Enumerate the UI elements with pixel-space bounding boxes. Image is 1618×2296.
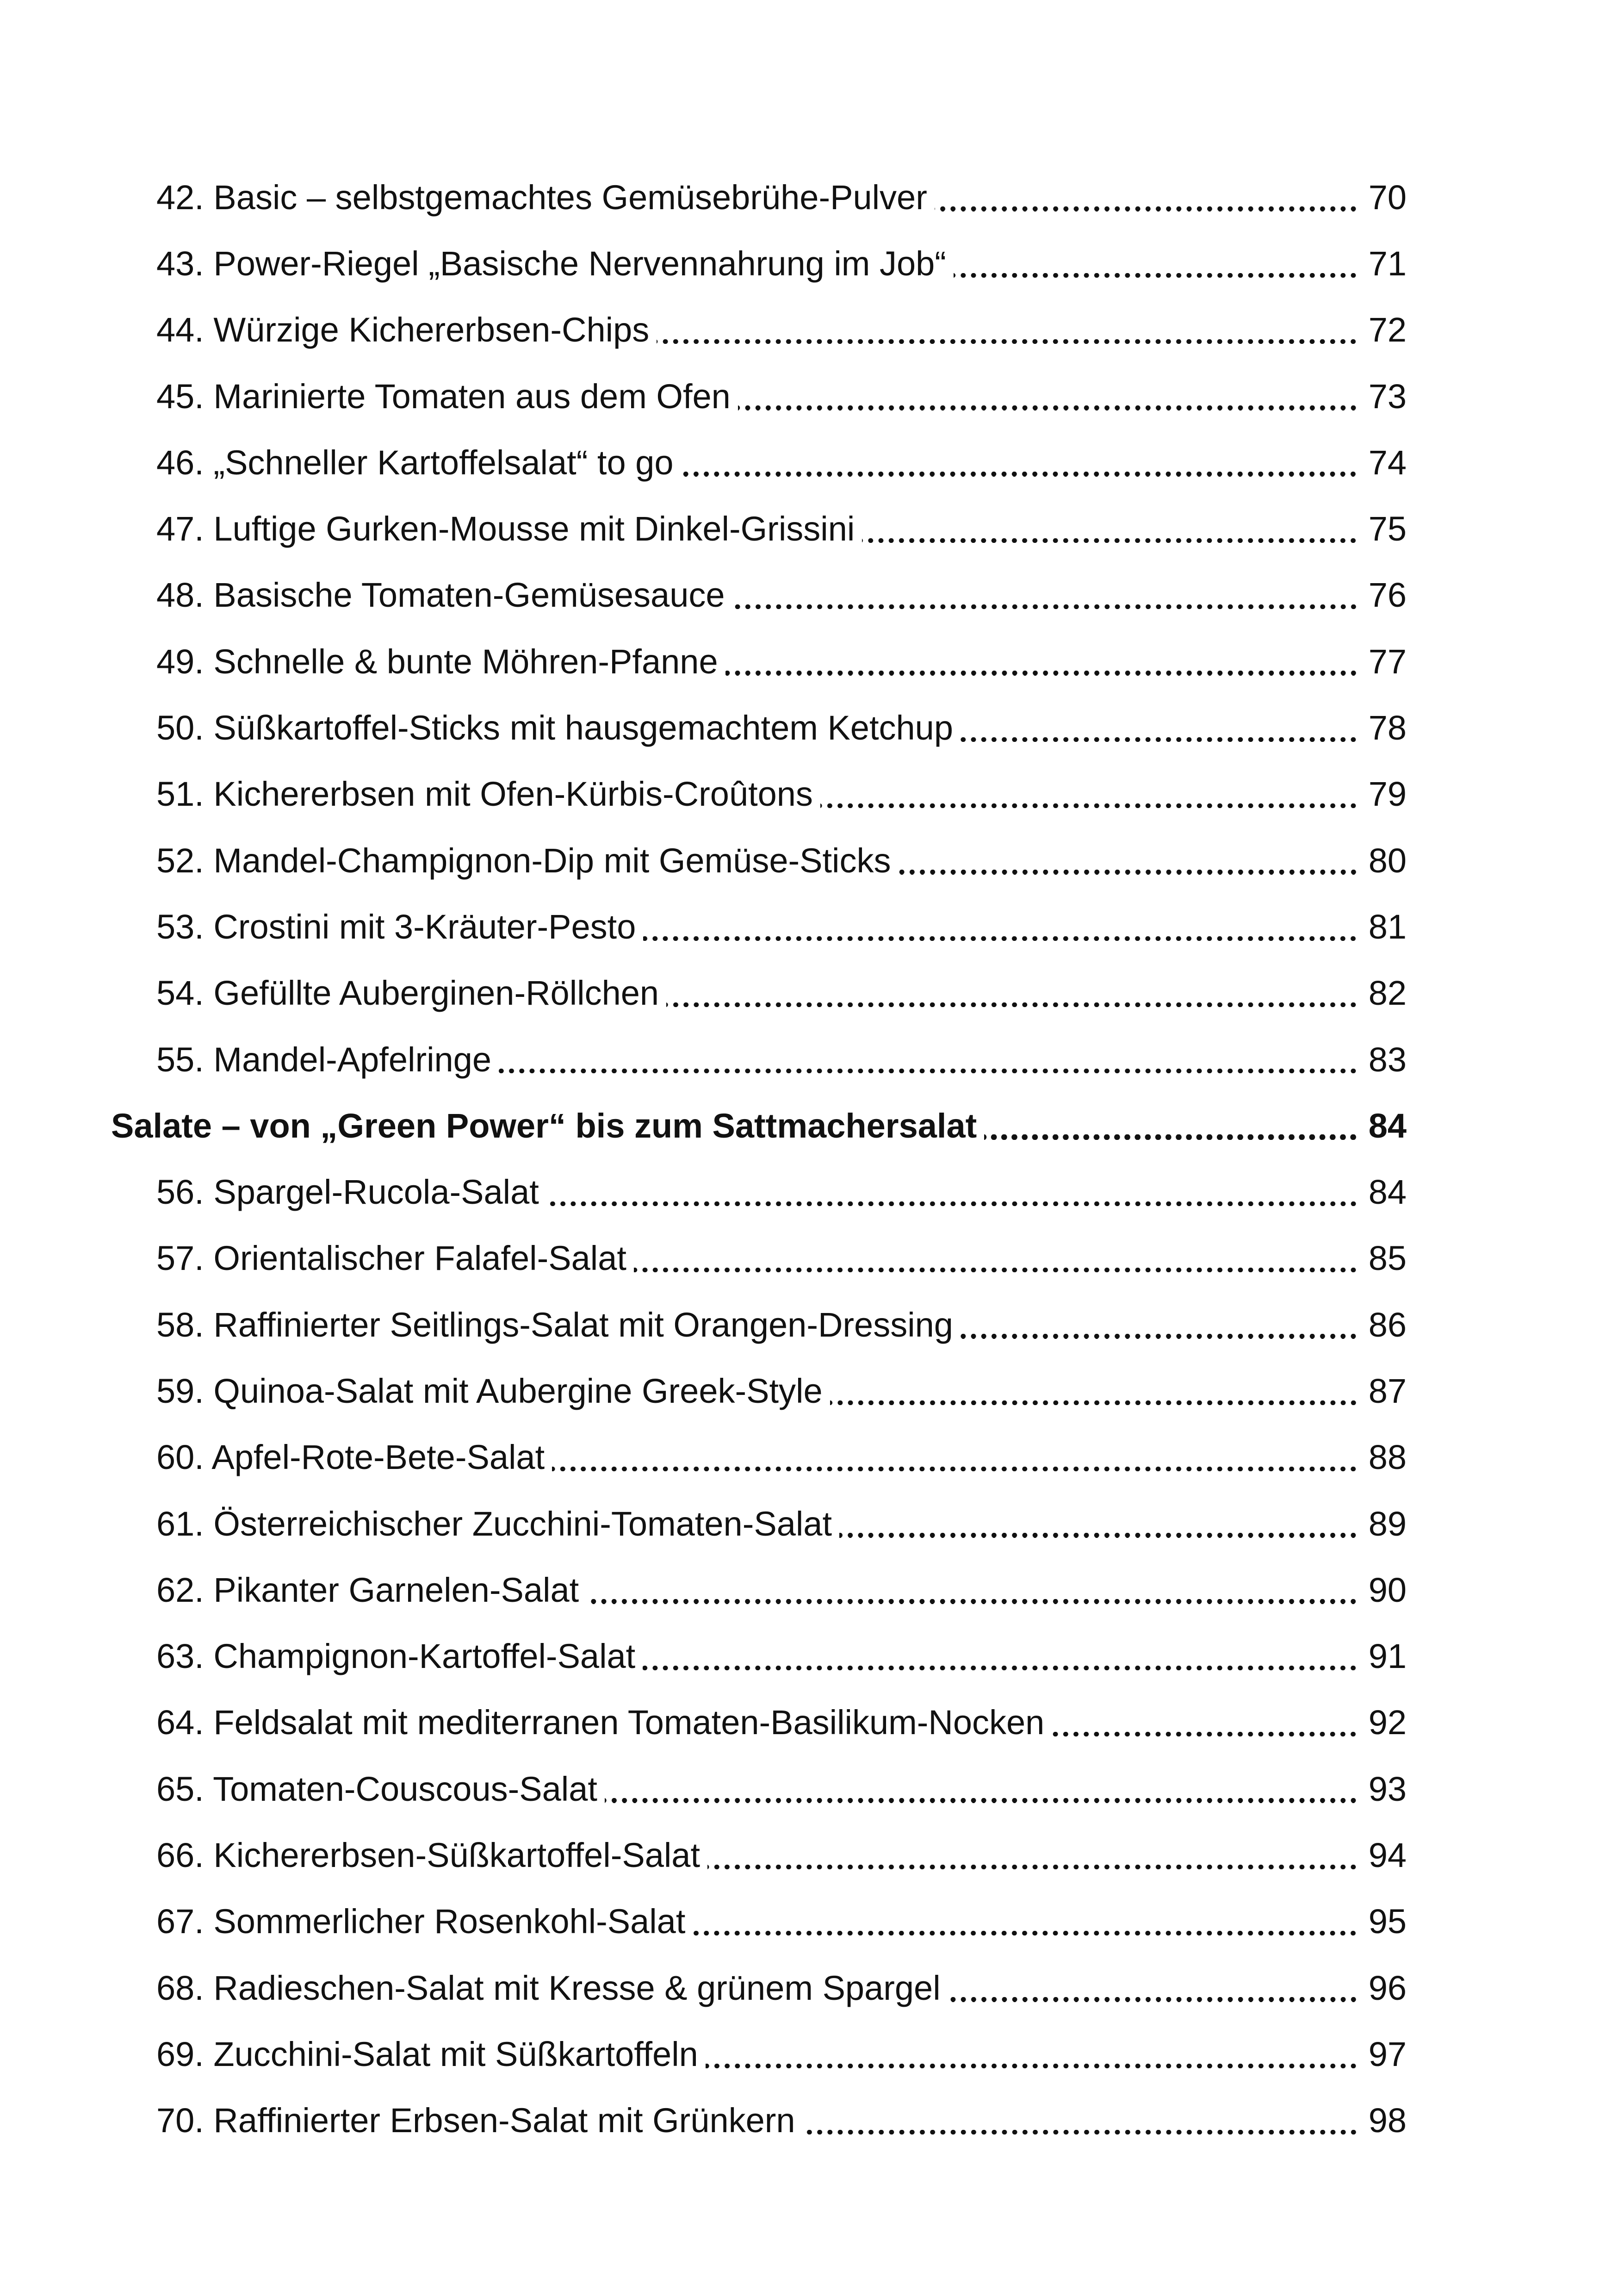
toc-entry <box>111 1027 1407 1093</box>
toc-entry <box>111 1292 1407 1358</box>
toc-entry-title: 55. Mandel-Apfelringe <box>156 1040 491 1079</box>
toc-entry <box>111 1557 1407 1623</box>
toc-entry <box>111 1226 1407 1292</box>
toc-entry <box>111 1425 1407 1491</box>
toc-page-number: 94 <box>1368 1836 1407 1875</box>
toc-dot-leader <box>706 2038 1358 2072</box>
toc-dot-leader <box>681 447 1358 481</box>
toc-page-number: 92 <box>1368 1703 1407 1742</box>
toc-entry-title: 51. Kichererbsen mit Ofen-Kürbis-Croûtons <box>156 775 813 814</box>
toc-dot-leader <box>984 1110 1358 1144</box>
toc-page-number: 77 <box>1368 642 1407 681</box>
toc-entry-title: 56. Spargel-Rucola-Salat <box>156 1173 539 1212</box>
toc-entry-title: 54. Gefüllte Auberginen-Röllchen <box>156 974 659 1013</box>
toc-page-number: 93 <box>1368 1769 1407 1808</box>
toc-dot-leader <box>499 1043 1358 1077</box>
toc-dot-leader <box>830 1375 1358 1409</box>
toc-page-number: 73 <box>1368 377 1407 416</box>
toc-entry-title: 60. Apfel-Rote-Bete-Salat <box>156 1438 545 1477</box>
toc-page-number: 88 <box>1368 1438 1407 1477</box>
table-of-contents <box>111 164 1407 2154</box>
toc-entry-title: 69. Zucchini-Salat mit Süßkartoffeln <box>156 2035 698 2073</box>
toc-entry <box>111 363 1407 429</box>
toc-page-number: 95 <box>1368 1902 1407 1941</box>
toc-page-number: 97 <box>1368 2035 1407 2073</box>
toc-entry-title: 50. Süßkartoffel-Sticks mit hausgemachtem Ketchup <box>156 709 953 747</box>
toc-page-number: 70 <box>1368 178 1407 217</box>
toc-section-heading <box>111 1093 1407 1159</box>
toc-entry-title: 47. Luftige Gurken-Mousse mit Dinkel-Grissini <box>156 510 855 548</box>
toc-dot-leader <box>725 646 1358 680</box>
toc-entry <box>111 1491 1407 1557</box>
toc-entry-title: 70. Raffinierter Erbsen-Salat mit Grünkern <box>156 2101 795 2140</box>
toc-entry-title: 45. Marinierte Tomaten aus dem Ofen <box>156 377 731 416</box>
toc-entry <box>111 828 1407 894</box>
toc-dot-leader <box>643 1640 1358 1674</box>
toc-dot-leader <box>666 977 1358 1011</box>
toc-entry-title: 49. Schnelle & bunte Möhren-Pfanne <box>156 642 718 681</box>
toc-page-number: 71 <box>1368 244 1407 283</box>
toc-entry <box>111 628 1407 695</box>
toc-dot-leader <box>1052 1706 1358 1741</box>
toc-page-number: 91 <box>1368 1637 1407 1676</box>
toc-page-number: 76 <box>1368 576 1407 615</box>
toc-page-number: 98 <box>1368 2101 1407 2140</box>
toc-entry <box>111 496 1407 562</box>
toc-entry <box>111 2088 1407 2154</box>
toc-entry-title: 67. Sommerlicher Rosenkohl-Salat <box>156 1902 686 1941</box>
toc-dot-leader <box>899 844 1359 878</box>
toc-entry-title: 42. Basic – selbstgemachtes Gemüsebrühe-Pulver <box>156 178 927 217</box>
toc-dot-leader <box>961 712 1358 746</box>
toc-entry-title: 65. Tomaten-Couscous-Salat <box>156 1769 597 1808</box>
toc-entry-title: 64. Feldsalat mit mediterranen Tomaten-Basilikum-Nocken <box>156 1703 1045 1742</box>
toc-entry-title: Salate – von „Green Power“ bis zum Sattmachersalat <box>111 1106 977 1145</box>
toc-entry-title: 53. Crostini mit 3-Kräuter-Pesto <box>156 907 636 946</box>
toc-dot-leader <box>948 1972 1358 2006</box>
toc-entry <box>111 1624 1407 1690</box>
toc-dot-leader <box>657 314 1358 348</box>
toc-entry <box>111 562 1407 628</box>
toc-entry <box>111 894 1407 960</box>
toc-entry <box>111 1955 1407 2021</box>
toc-entry-title: 58. Raffinierter Seitlings-Salat mit Orangen-Dressing <box>156 1305 953 1344</box>
toc-entry <box>111 1159 1407 1225</box>
toc-page-number: 90 <box>1368 1570 1407 1609</box>
toc-page-number: 79 <box>1368 775 1407 814</box>
toc-page-number: 85 <box>1368 1239 1407 1278</box>
toc-dot-leader <box>605 1773 1358 1807</box>
toc-page-number: 84 <box>1368 1173 1407 1212</box>
toc-dot-leader <box>634 1242 1358 1276</box>
toc-entry <box>111 2021 1407 2087</box>
toc-entry-title: 43. Power-Riegel „Basische Nervennahrung im Job“ <box>156 244 946 283</box>
toc-page-number: 89 <box>1368 1504 1407 1543</box>
toc-page-number: 74 <box>1368 443 1407 482</box>
toc-entry-title: 48. Basische Tomaten-Gemüsesauce <box>156 576 725 615</box>
toc-entry <box>111 297 1407 363</box>
toc-dot-leader <box>643 911 1358 945</box>
toc-dot-leader <box>954 248 1358 282</box>
toc-entry <box>111 164 1407 230</box>
toc-page-number: 72 <box>1368 311 1407 349</box>
toc-page-number: 82 <box>1368 974 1407 1013</box>
toc-entry <box>111 960 1407 1027</box>
toc-dot-leader <box>839 1507 1358 1542</box>
toc-entry-title: 63. Champignon-Kartoffel-Salat <box>156 1637 636 1676</box>
toc-dot-leader <box>546 1176 1358 1210</box>
toc-dot-leader <box>707 1839 1358 1873</box>
toc-page-number: 96 <box>1368 1968 1407 2007</box>
toc-dot-leader <box>552 1441 1358 1475</box>
toc-entry-title: 61. Österreichischer Zucchini-Tomaten-Salat <box>156 1504 832 1543</box>
toc-entry-title: 44. Würzige Kichererbsen-Chips <box>156 311 650 349</box>
toc-entry-title: 57. Orientalischer Falafel-Salat <box>156 1239 626 1278</box>
toc-entry-title: 59. Quinoa-Salat mit Aubergine Greek-Style <box>156 1371 823 1410</box>
toc-dot-leader <box>935 181 1358 215</box>
toc-entry-title: 68. Radieschen-Salat mit Kresse & grünem Spargel <box>156 1968 941 2007</box>
toc-entry <box>111 1756 1407 1822</box>
toc-entry-title: 46. „Schneller Kartoffelsalat“ to go <box>156 443 674 482</box>
toc-dot-leader <box>732 579 1358 613</box>
toc-entry-title: 62. Pikanter Garnelen-Salat <box>156 1570 579 1609</box>
toc-dot-leader <box>862 513 1358 547</box>
toc-dot-leader <box>820 778 1358 812</box>
toc-entry <box>111 1358 1407 1424</box>
toc-page-number: 87 <box>1368 1371 1407 1410</box>
toc-entry-title: 52. Mandel-Champignon-Dip mit Gemüse-Sticks <box>156 841 891 880</box>
toc-page-number: 75 <box>1368 510 1407 548</box>
toc-page-number: 86 <box>1368 1305 1407 1344</box>
toc-page-number: 80 <box>1368 841 1407 880</box>
toc-page-number: 78 <box>1368 709 1407 747</box>
toc-page-number: 84 <box>1368 1106 1407 1145</box>
toc-entry <box>111 429 1407 496</box>
toc-entry <box>111 230 1407 297</box>
toc-entry <box>111 761 1407 828</box>
toc-dot-leader <box>803 2104 1358 2139</box>
toc-entry <box>111 1822 1407 1888</box>
toc-entry <box>111 695 1407 761</box>
toc-page-number: 81 <box>1368 907 1407 946</box>
toc-dot-leader <box>586 1574 1358 1608</box>
toc-dot-leader <box>693 1905 1358 1940</box>
toc-entry-title: 66. Kichererbsen-Süßkartoffel-Salat <box>156 1836 701 1875</box>
toc-dot-leader <box>961 1309 1358 1343</box>
toc-dot-leader <box>738 380 1358 414</box>
toc-page-number: 83 <box>1368 1040 1407 1079</box>
toc-entry <box>111 1889 1407 1955</box>
toc-entry <box>111 1690 1407 1756</box>
